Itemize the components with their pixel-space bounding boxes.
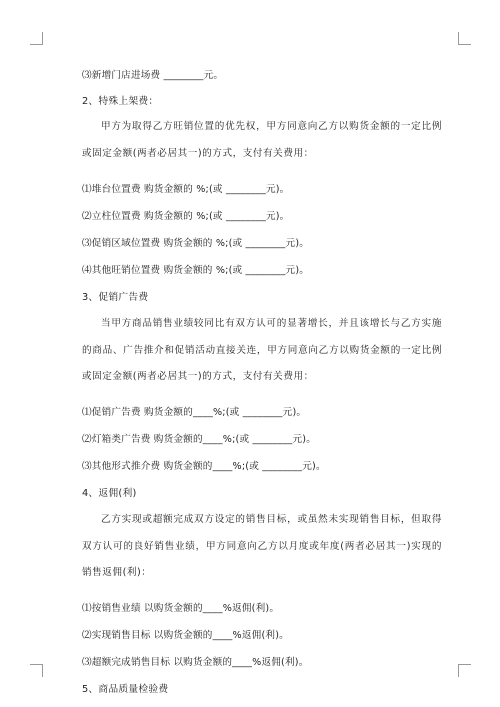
- list-item-other-promo-fee: ⑶其他形式推介费 购货金额的____%;(或 ________元)。: [82, 461, 326, 472]
- list-item-lightbox-ad-fee: ⑵灯箱类广告费 购货金额的____%;(或 ________元)。: [82, 434, 317, 445]
- crop-mark-bottom-right: [458, 664, 471, 677]
- paragraph-promo-ad-fee: 当甲方商品销售业绩较同比有双方认可的显著增长，并且该增长与乙方实施的商品、广告推介和促销活动直接关连，甲方同意向乙方以购货金额的一定比例或固定金额(两者必居其一)的方式，支付有关费用：: [82, 318, 442, 383]
- crop-mark-bottom-left: [30, 664, 43, 677]
- section-heading-quality-inspection-fee: 5、商品质量检验费: [82, 684, 169, 695]
- list-item-stack-position-fee: ⑴堆台位置费 购货金额的 %;(或 ________元)。: [82, 184, 290, 195]
- section-heading-promo-ad-fee: 3、促销广告费: [82, 292, 149, 303]
- list-item-promo-area-fee: ⑶促销区域位置费 购货金额的 %;(或 ________元)。: [82, 238, 310, 249]
- list-item-promo-ad-fee: ⑴促销广告费 购货金额的____%;(或 ________元)。: [82, 407, 307, 418]
- crop-mark-top-left: [30, 32, 43, 45]
- list-item-new-store-fee: ⑶新增门店进场费 ________元。: [82, 70, 224, 81]
- list-item-rebate-performance: ⑴按销售业绩 以购货金额的____%返佣(利)。: [82, 603, 280, 614]
- paragraph-special-shelf-fee: 甲方为取得乙方旺销位置的优先权，甲方同意向乙方以购货金额的一定比例或固定金额(两者必居其一)的方式，支付有关费用：: [82, 121, 442, 159]
- list-item-column-position-fee: ⑵立柱位置费 购货金额的 %;(或 ________元)。: [82, 211, 290, 222]
- section-heading-rebate: 4、返佣(利): [82, 488, 137, 499]
- list-item-rebate-target: ⑵实现销售目标 以购货金额的____%返佣(利)。: [82, 630, 289, 641]
- paragraph-rebate: 乙方实现或超额完成双方设定的销售目标，或虽然未实现销售目标，但取得双方认可的良好销售业绩，甲方同意向乙方以月度或年度(两者必居其一)实现的销售返佣(利)：: [82, 514, 442, 579]
- list-item-other-position-fee: ⑷其他旺销位置费 购货金额的 %;(或 ________元)。: [82, 265, 310, 276]
- crop-mark-top-right: [458, 32, 471, 45]
- section-heading-special-shelf-fee: 2、特殊上架费：: [82, 96, 159, 107]
- list-item-rebate-exceed-target: ⑶超额完成销售目标 以购货金额的____%返佣(利)。: [82, 657, 309, 668]
